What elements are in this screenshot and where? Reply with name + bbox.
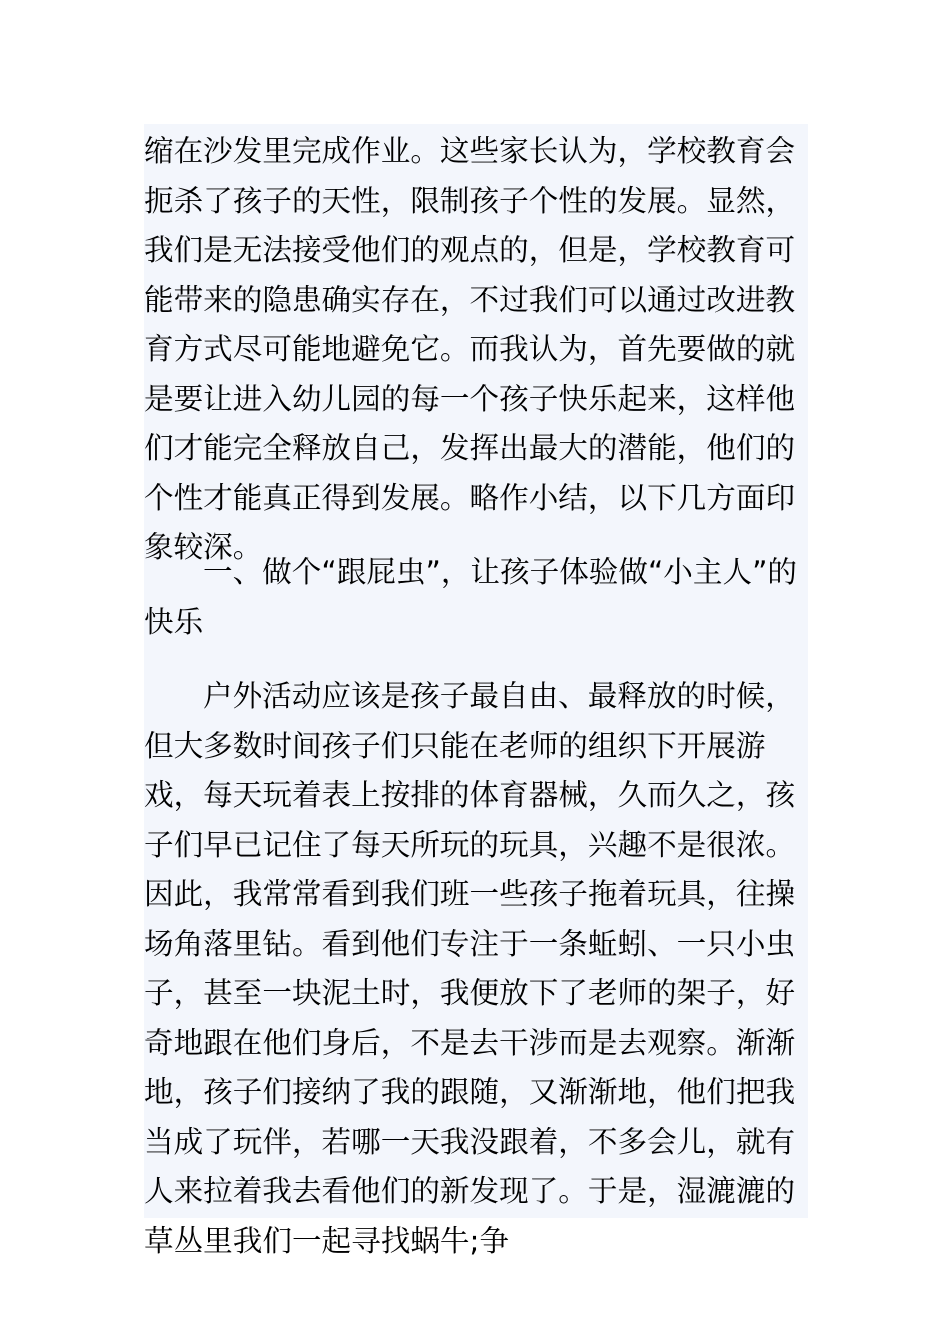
paragraph-intro: 缩在沙发里完成作业。这些家长认为，学校教育会扼杀了孩子的天性，限制孩子个性的发展。显然，我们是无法接受他们的观点的，但是，学校教育可能带来的隐患确实存在，不过我们可以通过改进教育方式尽可能地避免它。而我认为，首先要做的就是要让进入幼儿园的每一个孩子快乐起来，这样他们才能完全释放自己，发挥出最大的潜能，他们的个性才能真正得到发展。略作小结，以下几方面印象较深。 (144, 134, 796, 564)
paragraph-outdoor-activity: 户外活动应该是孩子最自由、最释放的时候，但大多数时间孩子们只能在老师的组织下开展游戏，每天玩着表上按排的体育器械，久而久之，孩子们早已记住了每天所玩的玩具，兴趣不是很浓。因此，我常常看到我们班一些孩子拖着玩具，往操场角落里钻。看到他们专注于一条蚯蚓、一只小虫子，甚至一块泥土时，我便放下了老师的架子，好奇地跟在他们身后，不是去干涉而是去观察。渐渐地，孩子们接纳了我的跟随，又渐渐地，他们把我当成了玩伴，若哪一天我没跟着，不多会儿，就有人来拉着我去看他们的新发现了。于是，湿漉漉的草丛里我们一起寻找蜗牛;争 (144, 679, 796, 1258)
document-text-area (144, 124, 808, 1258)
section-heading: 一、做个“跟屁虫”，让孩子体验做“小主人”的快乐 (144, 555, 798, 639)
